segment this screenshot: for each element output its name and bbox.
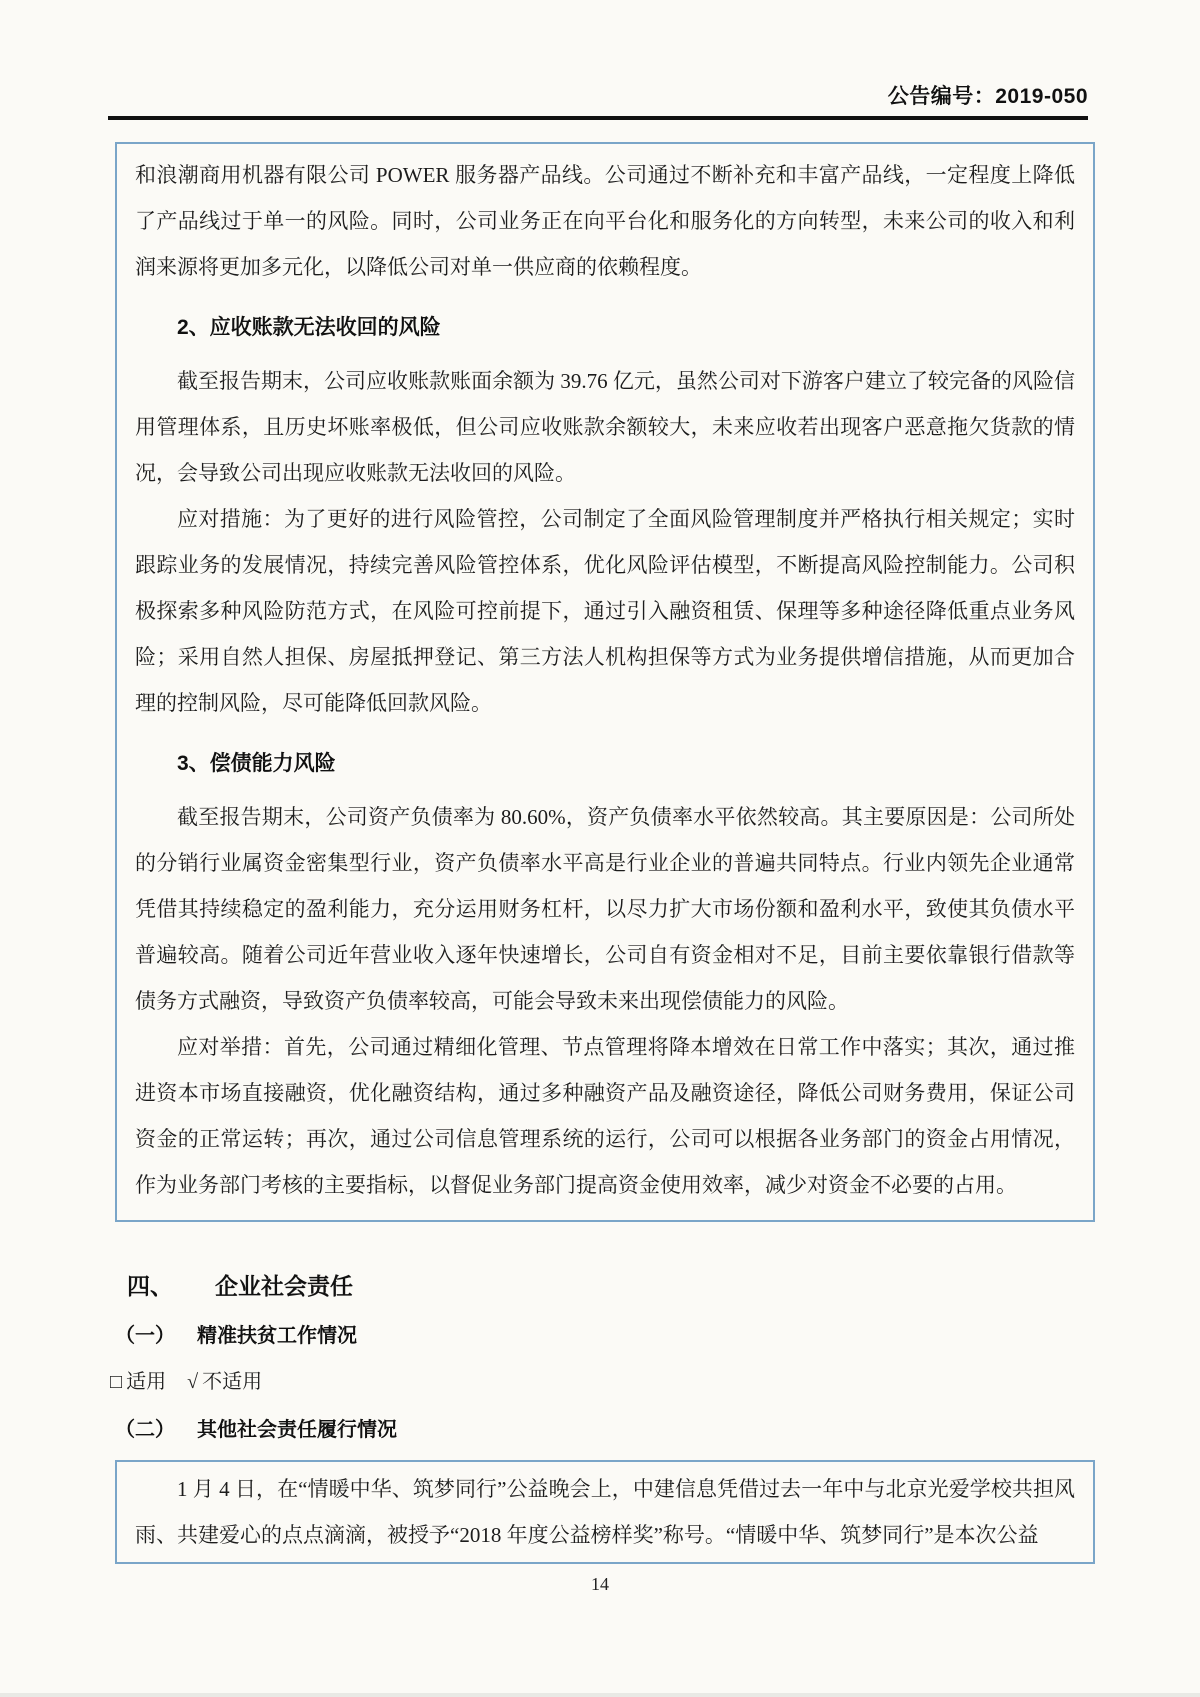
page-number: 14 [591,1574,609,1594]
announcement-number: 公告编号：2019-050 [887,85,1088,108]
applicability-row [110,1368,1095,1396]
page-footer [0,1574,1200,1595]
checkmark-icon: √ [187,1371,199,1393]
applicable-label: 适用 [126,1371,167,1393]
subsection-two-heading [115,1416,1095,1444]
section-four-number: 四、 [127,1273,173,1299]
subsection-one-number: （一） [115,1325,175,1347]
subsection-two-number: （二） [115,1419,175,1441]
checkbox-empty-icon: □ [110,1371,123,1393]
not-applicable-option [187,1368,262,1396]
not-applicable-label: 不适用 [202,1371,263,1393]
paragraph-solvency-risk: 截至报告期末，公司资产负债率为 80.60%，资产负债率水平依然较高。其主要原因是：公司所处的分销行业属资金密集型行业，资产负债率水平高是行业企业的普遍共同特点。行业内领先企业通常凭借其持续稳定的盈利能力，充分运用财务杠杆，以尽力扩大市场份额和盈利水平，致使其负债水平普遍较高。随着公司近年营业收入逐年快速增长，公司自有资金相对不足，目前主要依靠银行借款等债务方式融资，导致资产负债率较高，可能会导致未来出现偿债能力的风险。 [135,805,1075,1013]
heading-solvency-risk: 3、偿债能力风险 [177,752,336,775]
subsection-one-heading [115,1322,1095,1350]
heading-receivables-risk: 2、应收账款无法收回的风险 [177,316,441,339]
section-four-title: 企业社会责任 [215,1273,353,1299]
applicable-option [110,1368,166,1396]
risk-disclosure-box [115,142,1095,1222]
subsection-two-title: 其他社会责任履行情况 [197,1419,397,1441]
page-header [0,0,1200,120]
section-four-heading [127,1270,1095,1302]
page-bottom-edge [0,1693,1200,1697]
subsection-one-title: 精准扶贫工作情况 [197,1325,357,1347]
header-rule [108,116,1088,120]
paragraph-charity-award: 1 月 4 日，在“情暖中华、筑梦同行”公益晚会上，中建信息凭借过去一年中与北京光爱学校共担风雨、共建爱心的点点滴滴，被授予“2018 年度公益榜样奖”称号。“情暖中华、筑梦同行”是本次公益 [135,1477,1075,1547]
csr-activity-box [115,1460,1095,1564]
paragraph-receivables-measures: 应对措施：为了更好的进行风险管控，公司制定了全面风险管理制度并严格执行相关规定；实时跟踪业务的发展情况，持续完善风险管控体系，优化风险评估模型，不断提高风险控制能力。公司积极探索多种风险防范方式，在风险可控前提下，通过引入融资租赁、保理等多种途径降低重点业务风险；采用自然人担保、房屋抵押登记、第三方法人机构担保等方式为业务提供增信措施，从而更加合理的控制风险，尽可能降低回款风险。 [135,507,1075,715]
paragraph-solvency-measures: 应对举措：首先，公司通过精细化管理、节点管理将降本增效在日常工作中落实；其次，通过推进资本市场直接融资，优化融资结构，通过多种融资产品及融资途径，降低公司财务费用，保证公司资金的正常运转；再次，通过公司信息管理系统的运行，公司可以根据各业务部门的资金占用情况，作为业务部门考核的主要指标，以督促业务部门提高资金使用效率，减少对资金不必要的占用。 [135,1035,1075,1197]
paragraph-receivables-risk: 截至报告期末，公司应收账款账面余额为 39.76 亿元，虽然公司对下游客户建立了较完备的风险信用管理体系，且历史坏账率极低，但公司应收账款余额较大，未来应收若出现客户恶意拖欠货款的情况，会导致公司出现应收账款无法收回的风险。 [135,369,1075,485]
paragraph-supplier-risk-continuation: 和浪潮商用机器有限公司 POWER 服务器产品线。公司通过不断补充和丰富产品线，一定程度上降低了产品线过于单一的风险。同时，公司业务正在向平台化和服务化的方向转型，未来公司的收入和利润来源将更加多元化，以降低公司对单一供应商的依赖程度。 [135,163,1075,279]
